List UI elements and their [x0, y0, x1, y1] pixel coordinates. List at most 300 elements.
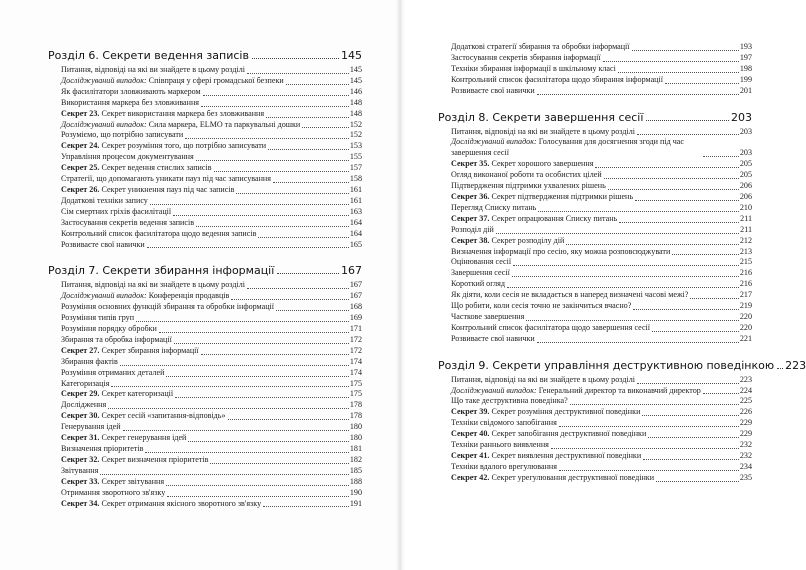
toc-entry	[61, 313, 362, 324]
toc-entry-page-number: 203	[739, 126, 752, 136]
toc-entry	[61, 477, 362, 488]
toc-entry-title: Розуміємо, що потрібно записувати	[61, 130, 184, 140]
toc-entry-title: Розуміння порядку обробки	[61, 324, 157, 334]
toc-entry	[451, 440, 752, 451]
toc-entry-page-number: 172	[349, 345, 362, 355]
toc-entry-text	[61, 240, 145, 251]
dot-leader	[703, 393, 739, 394]
toc-entry-title: Питання, відповіді на які ви знайдете в цьому розділі	[451, 126, 635, 136]
dot-leader	[595, 167, 738, 168]
dot-leader	[174, 343, 349, 344]
toc-section	[48, 48, 362, 250]
toc-entry	[451, 323, 752, 334]
dot-leader	[537, 94, 739, 95]
toc-entry	[451, 170, 752, 181]
right-page	[400, 0, 806, 570]
book-gutter-shadow	[396, 0, 406, 570]
toc-entry-title: Секрет виявлення деструктивної поведінки	[489, 451, 642, 460]
toc-entry-title: Техніки раннього виявлення	[451, 440, 549, 450]
toc-entry	[61, 185, 362, 196]
toc-entry	[451, 236, 752, 247]
toc-entry-text	[451, 440, 549, 451]
toc-entry	[451, 418, 752, 429]
toc-entry-page-number: 198	[739, 63, 752, 73]
toc-entry-title: Збирання та обробка інформації	[61, 334, 172, 344]
toc-entry	[451, 64, 752, 75]
toc-entry-title: Питання, відповіді на які ви знайдете в цьому розділі	[61, 280, 245, 290]
dot-leader	[196, 160, 349, 161]
dot-leader	[526, 320, 739, 321]
secret-label: Секрет 24.	[61, 141, 100, 151]
toc-entry	[61, 174, 362, 185]
toc-entry	[451, 127, 752, 138]
toc-entry	[451, 429, 752, 440]
dot-leader	[201, 106, 349, 107]
toc-entry-title: Секрет звітування	[99, 476, 165, 486]
toc-entry-text	[61, 379, 109, 390]
dot-leader	[175, 397, 349, 398]
toc-entry-title: Секрет визначення пріоритетів	[99, 454, 209, 464]
dot-leader	[648, 437, 739, 438]
toc-entry-page-number: 190	[349, 487, 362, 497]
toc-entry-text	[61, 229, 256, 240]
toc-entry-text	[61, 207, 171, 218]
toc-entry-page-number: 163	[349, 206, 362, 216]
toc-entry	[451, 268, 752, 279]
dot-leader	[665, 83, 739, 84]
toc-entry-text	[451, 407, 640, 418]
toc-entry-page-number: 211	[740, 224, 752, 234]
toc-entry-title: Розвиваєте свої навички	[451, 333, 535, 343]
toc-entry-title: Розуміння отриманих деталей	[61, 367, 165, 377]
toc-entry-title: Додаткові техніки запису	[61, 195, 148, 205]
toc-entry-page-number: 180	[349, 422, 362, 432]
toc-entry-title: Секрет категоризації	[99, 389, 174, 399]
toc-entry-page-number: 165	[349, 239, 362, 249]
dot-leader	[559, 426, 739, 427]
dot-leader	[777, 368, 783, 369]
toc-entry-text	[451, 170, 602, 181]
dot-leader	[252, 58, 339, 59]
toc-entry-text	[61, 87, 201, 98]
dot-leader	[690, 298, 738, 299]
toc-entry	[451, 301, 752, 312]
toc-entry-title: Розвиваєте свої навички	[451, 85, 535, 95]
dot-leader	[185, 138, 349, 139]
left-toc-column	[48, 48, 362, 522]
toc-entry-page-number: 164	[349, 228, 362, 238]
toc-entry	[61, 109, 362, 120]
chapter-page-number: 167	[341, 264, 362, 278]
toc-entry-title: Перегляд Списку питань	[451, 202, 537, 212]
toc-entry	[451, 203, 752, 214]
toc-entry-page-number: 153	[349, 141, 362, 151]
toc-entry-text	[451, 257, 511, 268]
left-page	[0, 0, 400, 570]
case-study-label: Досліджуваний випадок:	[451, 385, 537, 395]
dot-leader	[286, 84, 349, 85]
toc-entry-title: Сила маркера, ELMO та паркувальні дошки	[146, 119, 301, 129]
toc-entry	[61, 379, 362, 390]
toc-entry-title: Секрет отримання якісного зворотного зв'язку	[99, 498, 262, 508]
toc-entry	[61, 229, 362, 240]
toc-entry	[451, 279, 752, 290]
dot-leader	[166, 376, 348, 377]
toc-entry-text	[451, 375, 635, 386]
dot-leader	[635, 200, 739, 201]
toc-entry	[61, 240, 362, 251]
toc-entry-text	[61, 152, 194, 163]
toc-entry-page-number: 229	[739, 429, 752, 439]
toc-entry-text	[61, 174, 271, 185]
dot-leader	[210, 463, 348, 464]
toc-entry-page-number: 206	[739, 191, 752, 201]
secret-label: Секрет 27.	[61, 345, 100, 355]
toc-entry	[451, 473, 752, 484]
dot-leader	[672, 254, 739, 255]
toc-entry	[451, 375, 752, 386]
toc-entry-title: Категоризація	[61, 378, 110, 388]
toc-entry-title: Використання маркера без зловживання	[61, 97, 200, 107]
toc-entry-page-number: 181	[349, 444, 362, 453]
toc-entry-text	[451, 429, 646, 440]
toc-entry-page-number: 206	[739, 181, 752, 191]
toc-entry-page-number: 164	[349, 217, 362, 227]
toc-entry-text	[61, 302, 274, 313]
dot-leader	[512, 276, 739, 277]
toc-entry	[451, 181, 752, 192]
dot-leader	[167, 496, 349, 497]
toc-entry-page-number: 211	[740, 213, 752, 223]
dot-leader	[642, 415, 738, 416]
toc-entry-page-number: 216	[739, 279, 752, 289]
chapter-title: Розділ 8. Секрети завершення сесії	[438, 110, 644, 124]
toc-entry	[61, 422, 362, 433]
toc-entry-page-number: 224	[739, 385, 752, 395]
toc-entry	[61, 141, 362, 152]
toc-entry	[61, 466, 362, 477]
toc-entry-page-number: 226	[739, 407, 752, 417]
toc-entry-title: Секрет урегулювання деструктивної поведінки	[489, 472, 655, 482]
dot-leader	[608, 189, 739, 190]
toc-entry-list	[48, 280, 362, 509]
secret-label: Секрет 32.	[61, 454, 100, 464]
toc-entry	[61, 302, 362, 313]
toc-entry-page-number: 152	[349, 130, 362, 140]
toc-entry-text	[61, 466, 98, 477]
toc-entry-title: Як фасилітатори зловживають маркером	[61, 86, 201, 96]
toc-entry-title: Завершення сесії	[451, 268, 510, 278]
toc-entry-title: Питання, відповіді на які ви знайдете в цьому розділі	[61, 65, 245, 74]
toc-entry-page-number: 185	[349, 465, 362, 475]
dot-leader	[551, 448, 739, 449]
toc-entry	[61, 368, 362, 379]
toc-entry-title: Секрет підтвердження підтримки рішень	[489, 191, 634, 201]
toc-entry-text	[451, 236, 564, 247]
toc-entry-text	[451, 42, 630, 53]
toc-entry	[451, 257, 752, 268]
dot-leader	[496, 233, 739, 234]
toc-entry-text	[451, 86, 535, 97]
toc-entry	[451, 462, 752, 473]
dot-leader	[302, 127, 349, 128]
toc-entry-title: Контрольний список фасилітатора щодо ведення записів	[61, 228, 257, 238]
dot-leader	[203, 95, 349, 96]
dot-leader	[703, 156, 739, 157]
toc-entry-page-number: 205	[739, 159, 752, 169]
toc-entry-page-number: 180	[349, 433, 362, 443]
toc-entry-list	[48, 65, 362, 250]
toc-entry-title: Розуміння основних функцій збирання та обробки інформації	[61, 302, 275, 312]
toc-entry	[61, 207, 362, 218]
toc-entry-title: Звітування	[61, 465, 99, 475]
dot-leader	[100, 474, 349, 475]
toc-entry-page-number: 215	[739, 257, 752, 267]
toc-entry-text	[61, 196, 148, 207]
toc-entry-page-number: 220	[739, 322, 752, 332]
dot-leader	[538, 211, 739, 212]
toc-entry-text	[451, 225, 494, 236]
toc-entry	[61, 280, 362, 291]
toc-entry	[451, 192, 752, 203]
toc-entry-text	[61, 291, 229, 302]
toc-entry-page-number: 146	[349, 86, 362, 96]
toc-entry-page-number: 182	[349, 454, 362, 464]
toc-entry	[61, 324, 362, 335]
toc-entry	[61, 346, 362, 357]
toc-entry-text	[61, 400, 106, 411]
toc-entry-text	[61, 433, 186, 444]
dot-leader	[637, 383, 739, 384]
toc-entry-title: Контрольний список фасилітатора щодо завершення сесії	[451, 322, 651, 332]
toc-entry	[61, 120, 362, 131]
toc-entry-text	[451, 451, 641, 462]
toc-entry	[451, 396, 752, 407]
toc-entry-text	[61, 455, 208, 466]
dot-leader	[603, 61, 739, 62]
toc-entry-text	[61, 141, 266, 152]
toc-entry-text	[61, 109, 264, 120]
toc-entry	[451, 214, 752, 225]
dot-leader	[173, 215, 349, 216]
toc-entry-page-number: 178	[349, 400, 362, 410]
dot-leader	[646, 120, 729, 121]
dot-leader	[637, 134, 739, 135]
dot-leader	[277, 273, 339, 274]
toc-entry-page-number: 197	[739, 52, 752, 62]
toc-entry-page-number: 220	[739, 311, 752, 321]
toc-entry-title: Генерування ідей	[61, 422, 121, 432]
toc-entry	[61, 218, 362, 229]
toc-entry-text	[61, 477, 164, 488]
toc-entry-text	[451, 159, 593, 170]
case-study-label: Досліджуваний випадок:	[451, 137, 537, 147]
toc-entry-title: Застосування секретів ведення записів	[61, 217, 195, 227]
secret-label: Секрет 33.	[61, 476, 100, 486]
toc-entry-page-number: 232	[739, 451, 752, 460]
dot-leader	[196, 226, 349, 227]
toc-entry-page-number: 178	[349, 411, 362, 421]
toc-entry-title: Секрет розуміння того, що потрібно записувати	[99, 141, 267, 151]
toc-entry-list	[438, 127, 752, 345]
dot-leader	[120, 365, 349, 366]
toc-entry	[451, 53, 752, 64]
toc-entry-text	[61, 335, 172, 346]
toc-section	[438, 110, 752, 345]
toc-entry	[61, 357, 362, 368]
secret-label: Секрет 31.	[61, 433, 100, 443]
toc-entry-title: Секрет уникнення пауз під час записів	[99, 184, 235, 194]
toc-entry-title: Управління процесом документування	[61, 152, 194, 162]
toc-entry	[451, 451, 752, 462]
toc-entry	[61, 389, 362, 400]
secret-label: Секрет 35.	[451, 159, 490, 169]
toc-entry	[61, 65, 362, 76]
toc-entry	[451, 137, 752, 159]
toc-entry-text	[451, 323, 650, 334]
toc-entry-text	[61, 185, 234, 196]
toc-entry	[61, 196, 362, 207]
toc-entry-title: Секрет збирання інформації	[99, 345, 199, 355]
toc-entry	[451, 290, 752, 301]
dot-leader	[513, 265, 739, 266]
toc-entry-page-number: 168	[349, 302, 362, 312]
toc-entry	[451, 407, 752, 418]
toc-entry	[61, 488, 362, 499]
toc-entry-title: Розподіл дій	[451, 224, 494, 234]
dot-leader	[123, 430, 349, 431]
toc-entry-page-number: 191	[349, 498, 362, 508]
toc-entry	[61, 98, 362, 109]
toc-entry	[451, 386, 752, 397]
toc-entry-text	[451, 247, 670, 258]
toc-entry-list	[438, 375, 752, 484]
secret-label: Секрет 30.	[61, 411, 100, 421]
dot-leader	[188, 441, 348, 442]
dot-leader	[604, 178, 739, 179]
dot-leader	[228, 419, 349, 420]
toc-entry-text	[61, 324, 157, 335]
toc-entry-title: Збирання фактів	[61, 356, 118, 366]
toc-entry-page-number: 145	[349, 75, 362, 85]
dot-leader	[266, 117, 349, 118]
toc-entry-title: Огляд виконаної роботи та особистих цілей	[451, 170, 602, 180]
dot-leader	[618, 72, 739, 73]
toc-entry-title: Контрольний список фасилітатора щодо збирання інформації	[451, 74, 664, 84]
toc-entry-text	[61, 65, 245, 76]
toc-entry-text	[61, 411, 226, 422]
toc-entry-title: Визначення інформації про сесію, яку можна розповсюджувати	[451, 246, 671, 256]
toc-entry-text	[61, 280, 245, 291]
toc-entry-text	[451, 396, 568, 407]
secret-label: Секрет 37.	[451, 213, 490, 223]
toc-entry-title: Часткове завершення	[451, 311, 525, 321]
chapter-heading	[438, 358, 806, 373]
toc-entry-page-number: 155	[349, 152, 362, 162]
dot-leader	[570, 404, 739, 405]
toc-entry	[451, 75, 752, 86]
toc-entry-page-number: 210	[739, 202, 752, 212]
toc-entry-text	[451, 418, 557, 429]
toc-entry	[61, 76, 362, 87]
toc-entry-page-number: 234	[739, 461, 752, 471]
toc-entry-page-number: 148	[349, 108, 362, 118]
toc-entry-page-number: 199	[739, 74, 752, 84]
dot-leader	[166, 485, 349, 486]
toc-entry-title: Секрет сесій «запитання-відповідь»	[99, 411, 226, 421]
toc-entry-page-number: 203	[739, 148, 752, 158]
toc-entry-page-number: 221	[739, 333, 752, 343]
secret-label: Секрет 29.	[61, 389, 100, 399]
dot-leader	[268, 149, 349, 150]
toc-entry-text	[61, 120, 300, 131]
toc-entry-page-number: 169	[349, 313, 362, 323]
toc-section	[48, 263, 362, 509]
toc-entry-title: Розуміння типів груп	[61, 313, 135, 323]
toc-entry-text	[451, 214, 617, 225]
toc-entry-page-number: 158	[349, 174, 362, 184]
dot-leader	[643, 459, 739, 460]
toc-entry-text	[61, 313, 134, 324]
toc-entry-page-number: 193	[739, 42, 752, 51]
toc-entry-text	[61, 218, 194, 229]
case-study-label: Досліджуваний випадок:	[61, 75, 147, 85]
toc-entry-text	[451, 334, 535, 345]
dot-leader	[276, 310, 349, 311]
toc-entry-page-number: 174	[349, 367, 362, 377]
chapter-title: Розділ 9. Секрети управління деструктивною поведінкою	[438, 358, 775, 372]
dot-leader	[231, 299, 349, 300]
secret-label: Секрет 36.	[451, 191, 490, 201]
toc-entry-title: Секрет хорошого завершення	[489, 159, 594, 169]
toc-entry-text	[61, 422, 121, 433]
chapter-page-number: 203	[731, 110, 752, 124]
toc-entry-title: Сім смертних гріхів фасилітації	[61, 206, 172, 216]
toc-entry-title: Техніки свідомого запобігання	[451, 418, 557, 428]
toc-entry	[451, 159, 752, 170]
secret-label: Секрет 38.	[451, 235, 490, 245]
toc-entry-text	[451, 301, 631, 312]
toc-entry-text	[61, 389, 173, 400]
secret-label: Секрет 39.	[451, 407, 490, 417]
toc-entry-title: Співпраця у сфері громадської безпеки	[146, 75, 284, 85]
toc-entry-page-number: 157	[349, 163, 362, 173]
toc-entry	[61, 499, 362, 510]
toc-entry-text	[61, 76, 284, 87]
toc-entry-title: Отримання зворотного зв'язку	[61, 487, 166, 497]
toc-entry-text	[451, 64, 616, 75]
toc-entry	[61, 400, 362, 411]
toc-entry-page-number: 175	[349, 389, 362, 399]
dot-leader	[652, 331, 739, 332]
toc-entry-text	[61, 130, 183, 141]
toc-entry-page-number: 216	[739, 268, 752, 278]
toc-entry	[61, 130, 362, 141]
toc-entry-title: Що робити, коли сесія точно не закінчиться вчасно?	[451, 301, 632, 311]
toc-entry-title: Як діяти, коли сесія не вкладається в наперед визначені часові межі?	[451, 290, 689, 300]
dot-leader	[150, 204, 349, 205]
toc-entry-title: Секрет розуміння деструктивної поведінки	[489, 407, 641, 417]
toc-entry-page-number: 229	[739, 418, 752, 428]
toc-entry-title: Дослідження	[61, 400, 107, 410]
toc-entry-text	[451, 181, 606, 192]
secret-label: Секрет 25.	[61, 163, 100, 173]
toc-entry-title: Секрет опрацювання Списку питань	[489, 213, 618, 223]
toc-entry-title: Техніки вдалого врегулювання	[451, 461, 557, 471]
toc-entry-page-number: 171	[349, 324, 362, 334]
toc-entry-page-number: 167	[349, 280, 362, 290]
toc-entry-page-number: 223	[739, 374, 752, 384]
